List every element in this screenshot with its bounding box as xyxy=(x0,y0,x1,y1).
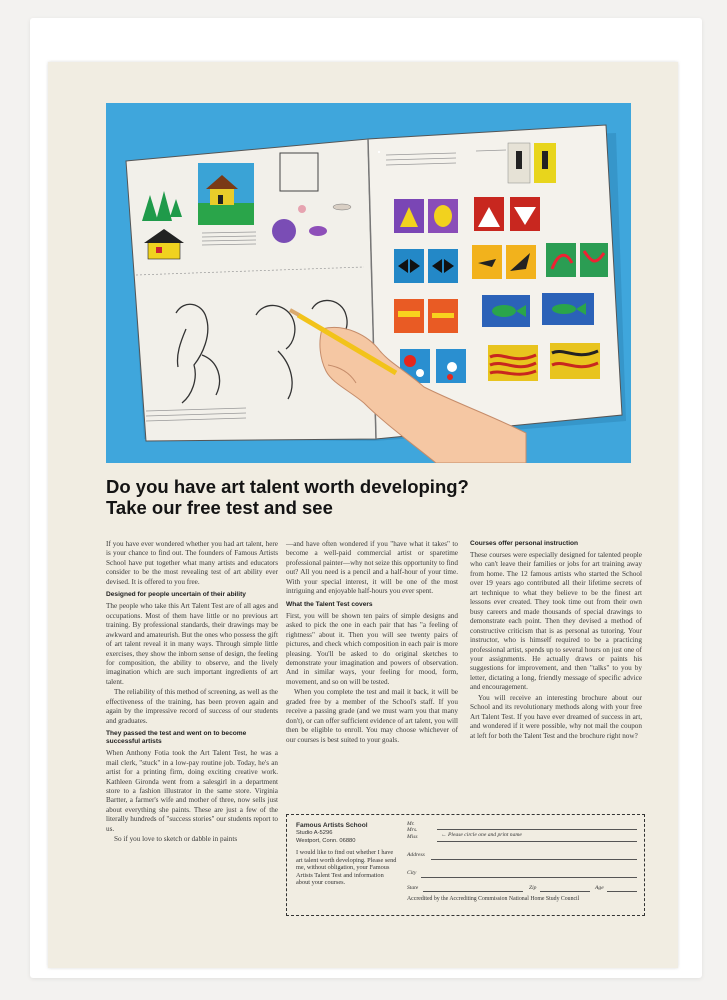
city-label: City xyxy=(407,870,417,876)
coupon-address-block xyxy=(296,822,399,887)
coupon-city: Westport, Conn. 06880 xyxy=(296,838,356,844)
name-field-line-1[interactable] xyxy=(437,829,637,830)
col3-paragraph-2: You will receive an interesting brochure about our School and its revolutionary methods along with your free Art Talent Test. If you have ever dreamed of success in art, and wondered if it were possible, why not mail the coupon at left for both the Talent Test and the brochure right now? xyxy=(470,693,642,740)
salutation-options[interactable] xyxy=(407,821,437,840)
col3-heading-1: Courses offer personal instruction xyxy=(470,540,579,547)
col1-paragraph-1: If you have ever wondered whether you had art talent, here is your chance to find out. The founders of Famous Artists School have put together what many artists and educators consider to be the most revealing test of art ability ever devised. It is offered to you free. xyxy=(106,540,278,586)
col1-paragraph-5: So if you love to sketch or dabble in paints xyxy=(114,835,238,844)
col1-heading-1: Designed for people uncertain of their ability xyxy=(106,591,246,599)
accreditation-note: Accredited by the Accrediting Commission National Home Study Council xyxy=(407,896,580,902)
col2-paragraph-3: When you complete the test and mail it back, it will be graded free by a member of the School's staff. If you receive a passing grade (and we must warn you that many don't), or can offer sufficient evidence of art talent, you will then be eligible to enroll. You may choose whichever of our courses is best suited to your goals. xyxy=(286,688,458,744)
col1-paragraph-4: When Anthony Fotia took the Art Talent Test, he was a mail clerk, "stuck" in a low-pay routine job. Today, he's an artist for a printing firm, doing exciting creative work. Kathleen Gironda went from a salesgirl in a department store to a fashion illustrator in the same store. Virginia Bartter, a farmer's wife and mother of three, now sells just about everything she paints. These are just a few of the literally hundreds of "success stories" our students report to us. xyxy=(106,749,278,833)
state-label: State xyxy=(407,885,419,891)
salutation-mr[interactable]: Mr. xyxy=(407,821,415,827)
state-field[interactable] xyxy=(423,891,523,892)
coupon-form xyxy=(407,821,639,911)
ad-headline xyxy=(106,476,636,518)
body-column-2 xyxy=(286,540,458,746)
address-field[interactable] xyxy=(431,859,637,860)
salutation-mrs[interactable]: Mrs. xyxy=(407,827,418,834)
col2-heading-1: What the Talent Test covers xyxy=(286,600,373,608)
address-label: Address xyxy=(407,852,425,858)
headline-line-2: Take our free test and see xyxy=(106,497,333,518)
col3-paragraph-1: These courses were especially designed for talented people who can't leave their families or jobs for art training away from home. The 12 famous artists who started the School over 19 years ago contributed all their lifetime secrets of art technique to what they believe to be the finest art lessons ever created. They took time out from their own busy careers and made thousands of special drawings to demonstrate each point. Then they devised a method of constructive criticism that is as personal as tutoring. Your instructor, who is himself required to be a practicing professional artist, spends up to several hours on just one of your assignments. He actually draws or paints his suggestions for improvement, and then "talks" to you by letter, dictating a long, friendly message of specific advice and encouragement. xyxy=(470,551,642,692)
col1-paragraph-3: The reliability of this method of screening, as well as the effectiveness of the training, has been proven again and again by the impressive record of success of our students and graduates. xyxy=(106,688,278,725)
name-field-line-2[interactable] xyxy=(437,841,637,842)
age-label: Age xyxy=(595,885,604,891)
magazine-back-cover xyxy=(48,62,678,968)
col2-paragraph-2: First, you will be shown ten pairs of simple designs and asked to pick the one in each pair that has "a feeling of rightness" about it. Then you will see twenty pairs of pictures, and check which composition in each pair is more pleasing. You'll be asked to do original sketches to demonstrate your imagination and powers of observation. And in similar ways, your feeling for mood, form, movement, and so on will be tested. xyxy=(286,611,458,686)
coupon-school-name: Famous Artists School xyxy=(296,822,368,829)
salutation-miss[interactable]: Miss xyxy=(407,833,418,840)
col2-paragraph-1: —and have often wondered if you "have what it takes" to become a well-paid commercial artist or sparetime professional painter—why not seize this opportunity to find out? All you need is a pencil and a half-hour of your time. With your special interest, it will be one of the most intriguing and enjoyable half-hours you ever spent. xyxy=(286,540,458,596)
headline-line-1: Do you have art talent worth developing? xyxy=(106,476,469,497)
print-name-hint: ← Please circle one and print name xyxy=(441,832,522,838)
coupon-message: I would like to find out whether I have art talent worth developing. Please send me, without obligation, your Famous Artists Talent Test and information about your courses. xyxy=(296,849,397,887)
workbook-drawing xyxy=(106,103,631,463)
zip-field[interactable] xyxy=(540,891,590,892)
city-field[interactable] xyxy=(421,877,637,878)
coupon-studio: Studio A-5296 xyxy=(296,830,333,836)
illustration-open-workbook xyxy=(106,103,631,463)
body-column-3 xyxy=(470,540,642,742)
col1-paragraph-2: The people who take this Art Talent Test are of all ages and occupations. Most of them have little or no previous art training. By professional standards, their drawings may be awkward and amateurish. But the ones who possess the gift of art talent reveal it in many ways. Through simple little exercises, they show the inborn sense of design, the feeling for composition, the ability to observe, and the lively imagination which are such important ingredients of art talent. xyxy=(106,602,278,686)
mail-in-coupon[interactable] xyxy=(286,814,645,916)
col1-heading-2: They passed the test and went on to become successful artists xyxy=(106,730,247,746)
zip-label: Zip xyxy=(529,885,537,891)
body-column-1 xyxy=(106,540,278,846)
age-field[interactable] xyxy=(607,891,637,892)
